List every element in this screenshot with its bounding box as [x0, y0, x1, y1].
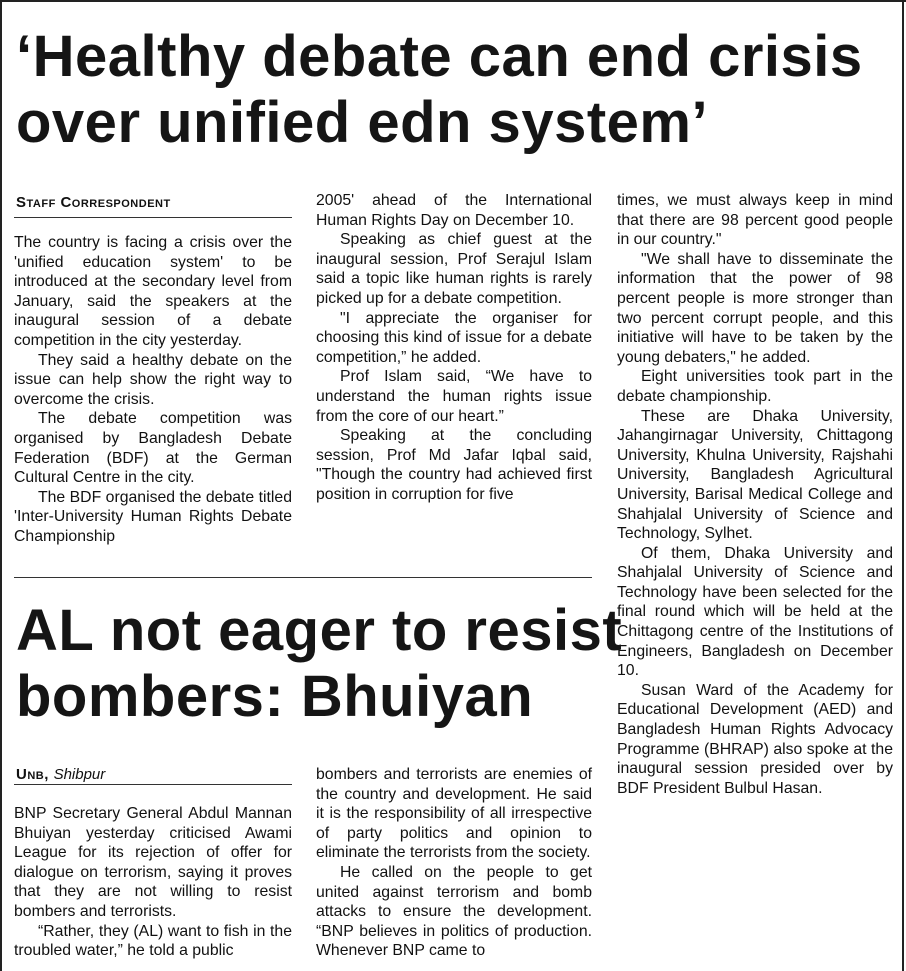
paragraph: Eight universities took part in the debate championship.: [617, 368, 893, 405]
story2-headline: [16, 598, 622, 730]
story1-byline-rule: [14, 217, 292, 218]
paragraph: The BDF organised the debate titled 'Inter-University Human Rights Debate Championship: [14, 488, 292, 545]
paragraph: Susan Ward of the Academy for Educational Development (AED) and Bangladesh Human Rights Advocacy Programme (BHRAP) also spoke at the inaugural session presided over by BDF President Bulbul Hasan.: [617, 681, 893, 797]
paragraph: Speaking at the concluding session, Prof Md Jafar Iqbal said, "Though the country had achieved first position in corruption for five: [316, 427, 592, 503]
paragraph: 2005' ahead of the International Human Rights Day on December 10.: [316, 192, 592, 229]
paragraph: bombers and terrorists are enemies of the country and development. He said it is the responsibility of all irrespective of party politics and opinion to eliminate the terrorists from the society.: [316, 766, 592, 862]
paragraph: These are Dhaka University, Jahangirnagar University, Chittagong University, Khulna University, Rajshahi University, Bangladesh Agricultural University, Barisal Medical College and Shahjalal University of Science and Technology, Sylhet.: [617, 407, 893, 543]
paragraph: Speaking as chief guest at the inaugural session, Prof Serajul Islam said a topic like human rights is rarely picked up for a debate competition.: [316, 231, 592, 307]
story2-byline-rule: [14, 784, 292, 785]
story2-byline-agency: Unb,: [16, 766, 49, 783]
story2-column-1: [14, 804, 292, 961]
story2-column-2: [316, 765, 592, 961]
story1-headline-line2: over unified edn system’: [16, 90, 709, 155]
paragraph: BNP Secretary General Abdul Mannan Bhuiyan yesterday criticised Awami League for its rejection of offer for dialogue on terrorism, saying it proves that they are not willing to resist bombers and terrorists.: [14, 805, 292, 920]
story1-column-2: [316, 191, 592, 505]
story2-headline-line2: bombers: Bhuiyan: [16, 664, 534, 729]
paragraph: The country is facing a crisis over the 'unified education system' to be introduced at the secondary level from January, said the speakers at the inaugural session of a debate competition in the city yesterday.: [14, 234, 292, 349]
paragraph: He called on the people to get united against terrorism and bomb attacks to ensure the development. “BNP believes in politics of production. Whenever BNP came to: [316, 863, 592, 960]
story-separator-rule: [14, 577, 592, 578]
paragraph: “Rather, they (AL) want to fish in the troubled water,” he told a public: [14, 922, 292, 960]
paragraph: "We shall have to disseminate the information that the power of 98 percent people is more stronger than two percent corrupt people, and this initiative will have to be taken by the young debaters," he added.: [617, 250, 893, 366]
paragraph: The debate competition was organised by Bangladesh Debate Federation (BDF) at the German Cultural Centre in the city.: [14, 410, 292, 487]
story1-headline: [16, 24, 863, 156]
story1-column-3: [617, 191, 893, 798]
paragraph: "I appreciate the organiser for choosing this kind of issue for a debate competition,” he added.: [316, 309, 592, 366]
paragraph: They said a healthy debate on the issue can help show the right way to overcome the crisis.: [14, 351, 292, 408]
paragraph: times, we must always keep in mind that there are 98 percent good people in our country.": [617, 192, 893, 249]
right-border-rule: [902, 0, 904, 971]
story1-byline: Staff Correspondent: [16, 194, 171, 211]
paragraph: Prof Islam said, “We have to understand the human rights issue from the core of our heart.”: [316, 368, 592, 425]
story1-column-1: [14, 233, 292, 547]
paragraph: Of them, Dhaka University and Shahjalal University of Science and Technology have been selected for the final round which will be held at the Chittagong centre of the Institutions of Engineers, Bangladesh on December 10.: [617, 544, 893, 680]
top-border-rule: [0, 0, 906, 2]
story2-byline-location: Shibpur: [53, 766, 106, 783]
story2-byline: [16, 766, 105, 783]
left-border-rule: [0, 0, 2, 971]
story2-headline-line1: AL not eager to resist: [16, 598, 623, 663]
story1-headline-line1: ‘Healthy debate can end crisis: [16, 24, 863, 89]
